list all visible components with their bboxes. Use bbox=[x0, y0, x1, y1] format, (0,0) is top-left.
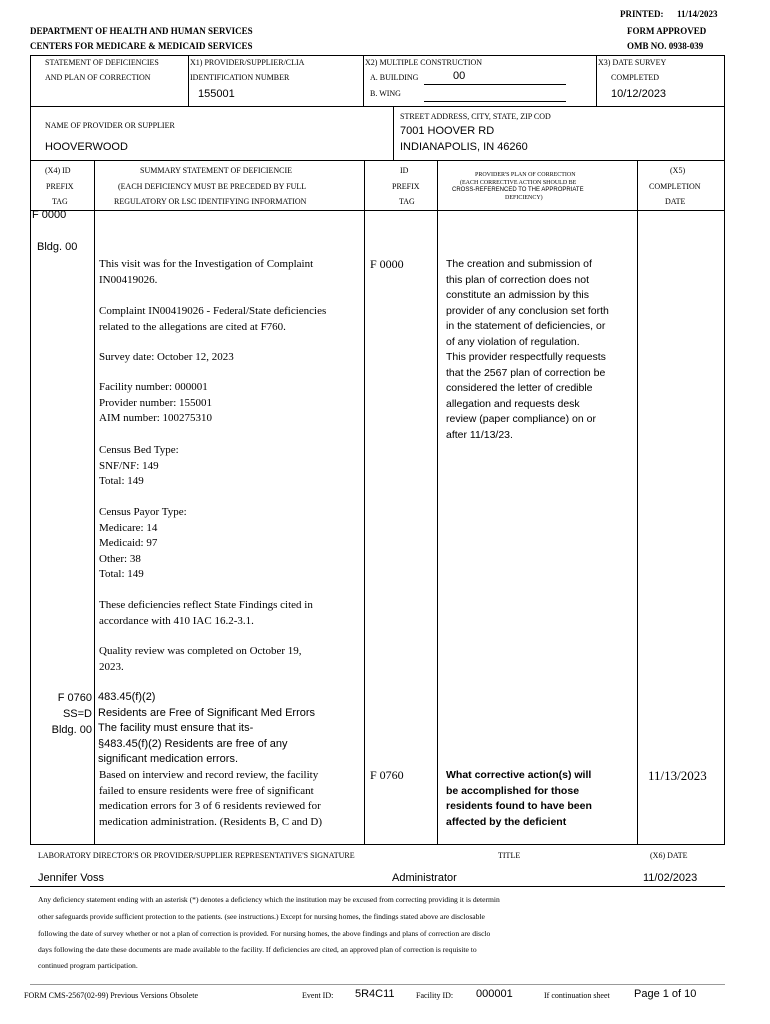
address-line-2: INDIANAPOLIS, IN 46260 bbox=[400, 141, 528, 153]
id-header-2: PREFIX bbox=[392, 182, 420, 191]
summary-header-1: SUMMARY STATEMENT OF DEFICIENCIE bbox=[140, 166, 293, 175]
disclaimer-line-5: continued program participation. bbox=[38, 961, 138, 970]
x5-header-2: COMPLETION bbox=[649, 182, 701, 191]
statement-label-2: AND PLAN OF CORRECTION bbox=[45, 73, 151, 82]
cms-title: CENTERS FOR MEDICARE & MEDICAID SERVICES bbox=[30, 41, 253, 51]
plan-header-4: DEFICIENCY) bbox=[505, 195, 543, 201]
x3-divider bbox=[596, 55, 597, 106]
plan-corrective-action: What corrective action(s) will be accomplished for those residents found to have been affected by the deficient bbox=[446, 769, 592, 828]
x2-label: X2) MULTIPLE CONSTRUCTION bbox=[365, 58, 483, 67]
x4-header-1: (X4) ID bbox=[45, 166, 71, 175]
address-divider bbox=[393, 106, 394, 160]
x5-header-1: (X5) bbox=[670, 166, 686, 175]
plan-header-3: CROSS-REFERENCED TO THE APPROPRIATE bbox=[452, 187, 584, 193]
page-number: Page 1 of 10 bbox=[634, 988, 697, 1000]
bldg-00: Bldg. 00 bbox=[37, 241, 78, 253]
building-label: A. BUILDING bbox=[370, 73, 419, 82]
statement-label-1: STATEMENT OF DEFICIENCIES bbox=[45, 58, 159, 67]
summary-census-bed: Census Bed Type: SNF/NF: 149 Total: 149 bbox=[99, 444, 179, 487]
summary-f0760-findings: Based on interview and record review, the facility failed to ensure residents were free of significant medication errors for 3 of 6 residents reviewed for medication administration. (Residents B, C and D) bbox=[99, 769, 323, 828]
survey-date-value: 10/12/2023 bbox=[611, 88, 667, 100]
x1-label-1: X1) PROVIDER/SUPPLIER/CLIA bbox=[190, 58, 305, 67]
id-header-1: ID bbox=[400, 166, 409, 175]
summary-quality-review: Quality review was completed on October 19, 2023. bbox=[99, 645, 302, 673]
continuation-label: If continuation sheet bbox=[544, 991, 610, 1000]
summary-facility-numbers: Facility number: 000001 Provider number: 155001 AIM number: 100275310 bbox=[99, 381, 213, 424]
signer-title: Administrator bbox=[392, 872, 457, 884]
id-tag-f0760: F 0760 bbox=[370, 768, 404, 782]
summary-header-2: (EACH DEFICIENCY MUST BE PRECEDED BY FULL bbox=[118, 182, 307, 191]
disclaimer-line-3: following the date of survey whether or not a plan of correction is provided. For nursing homes, the above findings and plans of correction are disclo bbox=[38, 929, 491, 938]
x3-label-1: X3) DATE SURVEY bbox=[598, 58, 667, 67]
signature-rule bbox=[30, 886, 725, 887]
completion-date-f0760: 11/13/2023 bbox=[648, 768, 707, 783]
tag-f0000: F 0000 bbox=[32, 209, 67, 221]
summary-state-findings: These deficiencies reflect State Findings cited in accordance with 410 IAC 16.2-3.1. bbox=[99, 599, 313, 627]
summary-visit: This visit was for the Investigation of Complaint IN00419026. bbox=[99, 258, 314, 286]
col-divider-4 bbox=[637, 160, 638, 845]
x1-divider bbox=[188, 55, 189, 106]
id-tag-f0000: F 0000 bbox=[370, 257, 404, 271]
summary-f0760-regulation: 483.45(f)(2) Residents are Free of Significant Med Errors The facility must ensure that its- §483.45(f)(2) Residents are free of any significant medication errors. bbox=[98, 691, 316, 765]
summary-complaint: Complaint IN00419026 - Federal/State deficiencies related to the allegations are cited at F760. bbox=[99, 305, 327, 333]
summary-survey-date: Survey date: October 12, 2023 bbox=[99, 351, 234, 363]
title-label: TITLE bbox=[498, 851, 521, 860]
tag-f0760: F 0760 SS=D Bldg. 00 bbox=[51, 692, 92, 736]
signer-name: Jennifer Voss bbox=[38, 872, 105, 884]
table-right-border bbox=[724, 55, 725, 845]
form-approved: FORM APPROVED bbox=[627, 26, 707, 36]
address-label: STREET ADDRESS, CITY, STATE, ZIP COD bbox=[400, 112, 551, 121]
facility-id-label: Facility ID: bbox=[416, 991, 454, 1000]
footer-rule bbox=[30, 984, 725, 985]
provider-row-divider bbox=[30, 160, 725, 161]
top-table-divider bbox=[30, 106, 725, 107]
event-id-value: 5R4C11 bbox=[355, 988, 395, 1000]
printed-label: PRINTED: bbox=[620, 9, 664, 19]
id-header-3: TAG bbox=[399, 197, 415, 206]
top-table-border bbox=[30, 55, 725, 56]
building-value: 00 bbox=[453, 70, 466, 82]
signature-date-label: (X6) DATE bbox=[650, 851, 688, 860]
x5-header-3: DATE bbox=[665, 197, 686, 206]
event-id-label: Event ID: bbox=[302, 991, 334, 1000]
printed-date: 11/14/2023 bbox=[677, 9, 718, 19]
provider-id-value: 155001 bbox=[198, 88, 235, 100]
plan-of-correction-intro: The creation and submission of this plan of correction does not constitute an admission by this provider of any conclusion set forth in the statement of deficiencies, or of any violation of regulation. This provider respectfully requests that the 2567 plan of correction be considered the letter of credible allegation and requests desk review (paper compliance) on or after 11/13/23. bbox=[446, 258, 609, 441]
x3-label-2: COMPLETED bbox=[611, 73, 659, 82]
table-bottom-border bbox=[30, 844, 725, 845]
form-number: FORM CMS-2567(02-99) Previous Versions Obsolete bbox=[24, 991, 199, 1000]
address-line-1: 7001 HOOVER RD bbox=[400, 125, 495, 137]
summary-header-3: REGULATORY OR LSC IDENTIFYING INFORMATION bbox=[114, 197, 307, 206]
col-divider-1 bbox=[94, 160, 95, 845]
x4-header-2: PREFIX bbox=[46, 182, 74, 191]
wing-label: B. WING bbox=[370, 89, 401, 98]
x1-label-2: IDENTIFICATION NUMBER bbox=[190, 73, 290, 82]
x2-divider bbox=[363, 55, 364, 106]
summary-census-payor: Census Payor Type: Medicare: 14 Medicaid: 97 Other: 38 Total: 149 bbox=[99, 506, 187, 580]
table-left-border bbox=[30, 55, 31, 845]
building-underline bbox=[424, 84, 566, 85]
disclaimer-line-4: days following the date these documents are made available to the facility. If deficiencies are cited, an approved plan of correction is requisite to bbox=[38, 945, 477, 954]
provider-name-value: HOOVERWOOD bbox=[45, 141, 128, 153]
plan-header-1: PROVIDER'S PLAN OF CORRECTION bbox=[475, 172, 576, 178]
signature-label: LABORATORY DIRECTOR'S OR PROVIDER/SUPPLIER REPRESENTATIVE'S SIGNATURE bbox=[38, 851, 355, 860]
signature-date: 11/02/2023 bbox=[643, 872, 698, 884]
plan-header-2: (EACH CORRECTIVE ACTION SHOULD BE bbox=[460, 180, 577, 186]
provider-name-label: NAME OF PROVIDER OR SUPPLIER bbox=[45, 121, 175, 130]
omb-number: OMB NO. 0938-039 bbox=[627, 41, 704, 51]
x4-header-3: TAG bbox=[52, 197, 68, 206]
column-header-divider bbox=[30, 210, 725, 211]
col-divider-2 bbox=[364, 160, 365, 845]
col-divider-3 bbox=[437, 160, 438, 845]
disclaimer-line-2: other safeguards provide sufficient protection to the patients. (see instructions.) Except for nursing homes, the findings stated above are disclosable bbox=[38, 912, 485, 921]
department-title: DEPARTMENT OF HEALTH AND HUMAN SERVICES bbox=[30, 26, 253, 36]
disclaimer-line-1: Any deficiency statement ending with an asterisk (*) denotes a deficiency which the institution may be excused from correcting providing it is determin bbox=[38, 895, 500, 904]
facility-id-value: 000001 bbox=[476, 988, 513, 1000]
wing-underline bbox=[424, 101, 566, 102]
